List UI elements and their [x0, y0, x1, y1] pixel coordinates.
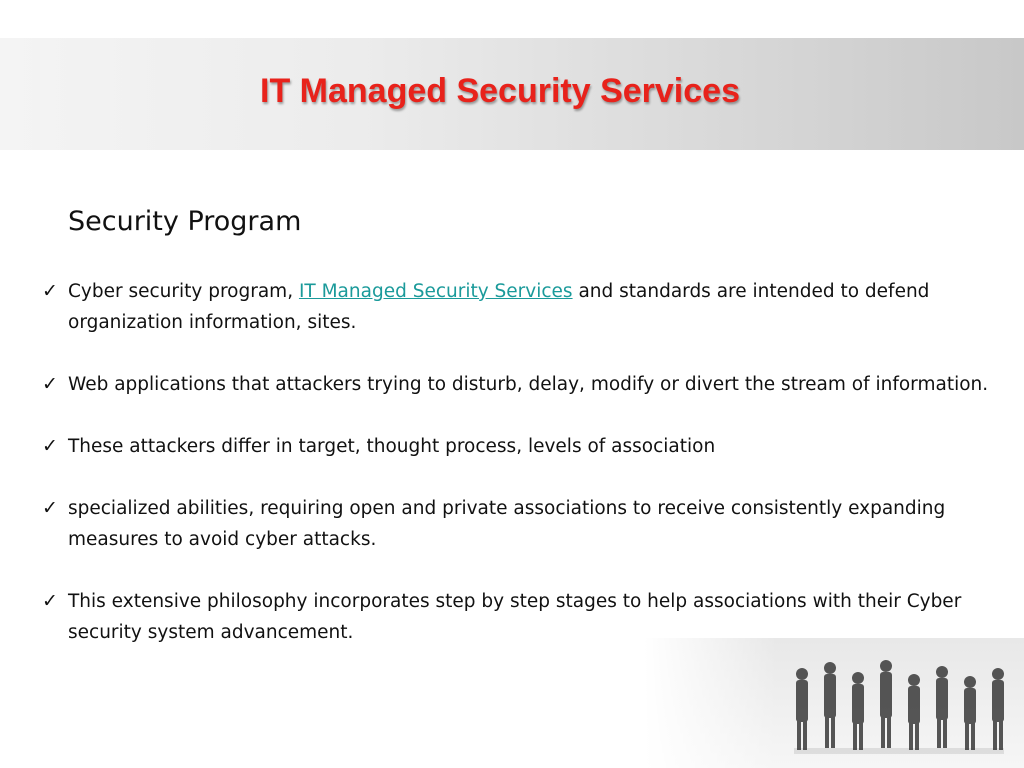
- bullet-item: [42, 493, 1002, 555]
- bullet-item: [42, 369, 1002, 400]
- business-people-illustration: [644, 638, 1024, 768]
- bullet-item: [42, 276, 1002, 338]
- bullet-text: Cyber security program, IT Managed Security Services and standards are intended to defend organization information, sites.: [68, 281, 930, 333]
- bullet-text: This extensive philosophy incorporates step by step stages to help associations with their Cyber security system advancement.: [68, 591, 962, 643]
- checkmark-icon: ✓: [42, 280, 58, 302]
- slide-title: IT Managed Security Services: [260, 72, 740, 110]
- checkmark-icon: ✓: [42, 373, 58, 395]
- section-heading: Security Program: [68, 206, 302, 237]
- bullet-text: Web applications that attackers trying to disturb, delay, modify or divert the stream of information.: [68, 374, 989, 395]
- it-managed-security-services-link[interactable]: IT Managed Security Services: [298, 281, 573, 302]
- bullet-text: specialized abilities, requiring open and private associations to receive consistently expanding measures to avoid cyber attacks.: [68, 498, 946, 550]
- checkmark-icon: ✓: [42, 497, 58, 519]
- checkmark-icon: ✓: [42, 435, 58, 457]
- bullet-item: [42, 431, 1002, 462]
- checkmark-icon: ✓: [42, 590, 58, 612]
- bullet-text: These attackers differ in target, thought process, levels of association: [68, 436, 716, 457]
- bullet-list: [42, 276, 1002, 679]
